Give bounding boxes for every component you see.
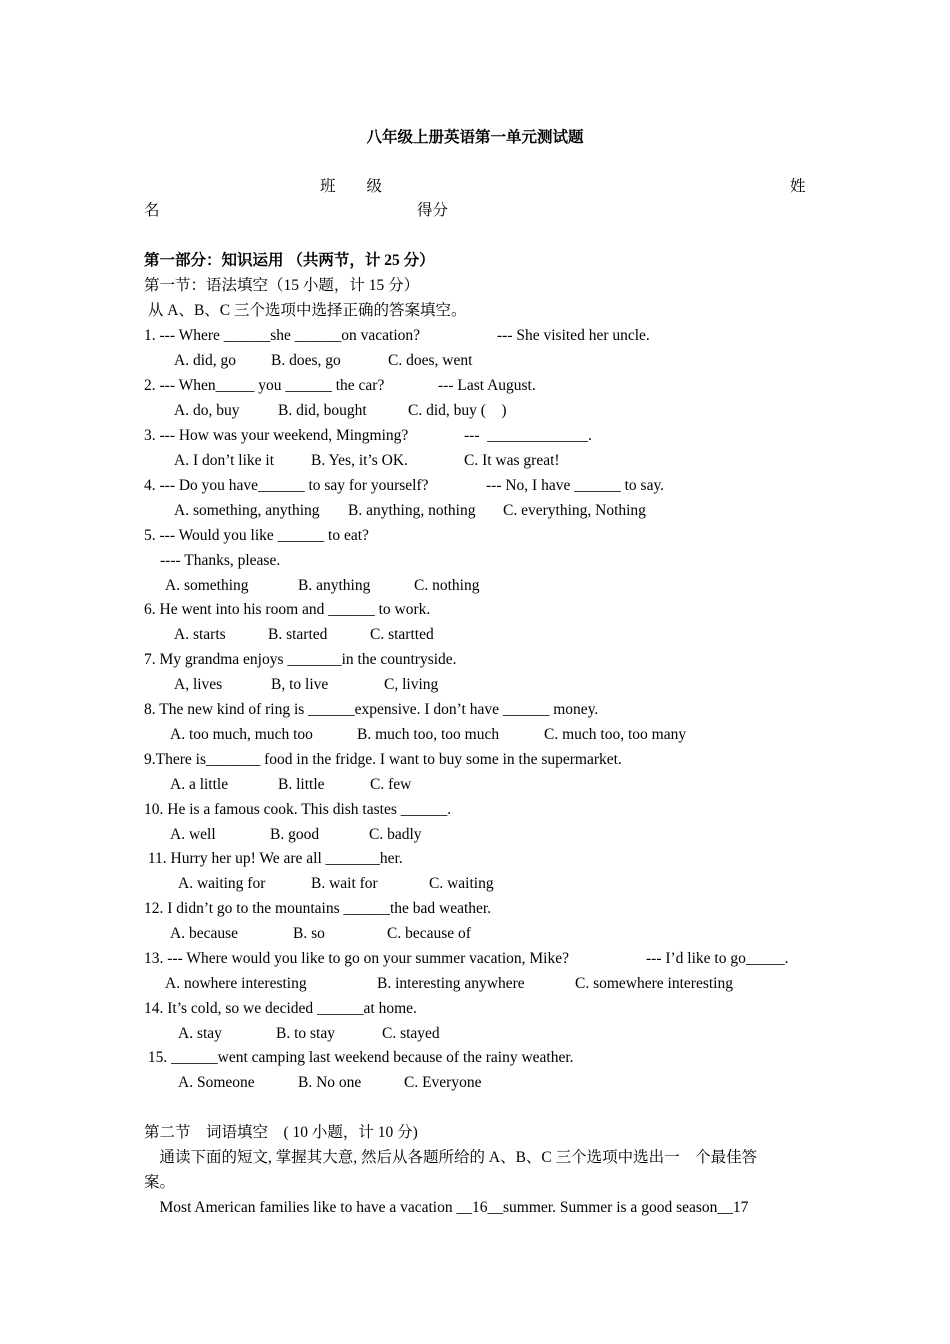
question-11: 11. Hurry her up! We are all _______her.	[144, 850, 403, 867]
question-6: 6. He went into his room and ______ to work.	[144, 601, 431, 618]
q8-option-c: C. much too, too many	[544, 726, 687, 743]
q12-option-b: B. so	[293, 925, 325, 942]
q2-option-a: A. do, buy	[174, 402, 240, 419]
q9-option-a: A. a little	[170, 776, 229, 793]
question-12: 12. I didn’t go to the mountains ______the bad weather.	[144, 900, 492, 917]
section1-heading: 第一节：语法填空（15 小题，计 15 分）	[144, 277, 420, 294]
q8-option-a: A. too much, much too	[170, 726, 313, 743]
part1-heading: 第一部分：知识运用 （共两节，计 25 分）	[144, 252, 435, 269]
q3-option-c: C. It was great!	[464, 452, 560, 469]
q7-option-b: B, to live	[271, 676, 329, 693]
question-2: 2. --- When_____ you ______ the car?	[144, 377, 385, 394]
q12-option-a: A. because	[170, 925, 238, 942]
section2-instruction-line2: 案。	[144, 1174, 176, 1191]
q12-option-c: C. because of	[387, 925, 471, 942]
q4-option-c: C. everything, Nothing	[503, 502, 646, 519]
q3-option-b: B. Yes, it’s OK.	[311, 452, 408, 469]
q9-option-b: B. little	[278, 776, 325, 793]
q1-option-b: B. does, go	[271, 352, 341, 369]
q4-option-a: A. something, anything	[174, 502, 320, 519]
q11-option-a: A. waiting for	[178, 875, 266, 892]
q2-option-c: C. did, buy ( )	[408, 402, 507, 419]
question-5-reply: ---- Thanks, please.	[160, 552, 281, 569]
q1-option-c: C. does, went	[388, 352, 473, 369]
score-label: 得分	[417, 202, 449, 219]
page-title: 八年级上册英语第一单元测试题	[366, 129, 584, 146]
q13-option-b: B. interesting anywhere	[377, 975, 525, 992]
name-label-part1: 姓	[790, 178, 806, 195]
q13-option-c: C. somewhere interesting	[575, 975, 733, 992]
question-1: 1. --- Where ______she ______on vacation?	[144, 327, 421, 344]
question-15: 15. ______went camping last weekend because of the rainy weather.	[144, 1049, 574, 1066]
question-13: 13. --- Where would you like to go on your summer vacation, Mike?	[144, 950, 570, 967]
q11-option-c: C. waiting	[429, 875, 494, 892]
q15-option-a: A. Someone	[178, 1074, 255, 1091]
q8-option-b: B. much too, too much	[357, 726, 500, 743]
q6-option-a: A. starts	[174, 626, 226, 643]
name-label-part2: 名	[144, 202, 160, 219]
question-10: 10. He is a famous cook. This dish tastes ______.	[144, 801, 452, 818]
q4-option-b: B. anything, nothing	[348, 502, 476, 519]
section1-instruction: 从 A、B、C 三个选项中选择正确的答案填空。	[144, 302, 467, 319]
q14-option-a: A. stay	[178, 1025, 222, 1042]
question-8: 8. The new kind of ring is ______expensive. I don’t have ______ money.	[144, 701, 599, 718]
q7-option-a: A, lives	[174, 676, 223, 693]
q10-option-c: C. badly	[369, 826, 422, 843]
question-7: 7. My grandma enjoys _______in the countryside.	[144, 651, 457, 668]
question-4: 4. --- Do you have______ to say for yourself?	[144, 477, 429, 494]
question-3-answer: --- _____________.	[464, 427, 592, 444]
q7-option-c: C, living	[384, 676, 439, 693]
q11-option-b: B. wait for	[311, 875, 378, 892]
question-5: 5. --- Would you like ______ to eat?	[144, 527, 369, 544]
q5-option-c: C. nothing	[414, 577, 480, 594]
q14-option-b: B. to stay	[276, 1025, 335, 1042]
class-label: 班 级	[320, 178, 383, 195]
question-2-answer: --- Last August.	[438, 377, 536, 394]
q2-option-b: B. did, bought	[278, 402, 367, 419]
q13-option-a: A. nowhere interesting	[165, 975, 307, 992]
question-3: 3. --- How was your weekend, Mingming?	[144, 427, 409, 444]
q15-option-b: B. No one	[298, 1074, 362, 1091]
section2-instruction-line1: 通读下面的短文, 掌握其大意, 然后从各题所给的 A、B、C 三个选项中选出一 个最佳答	[144, 1149, 758, 1166]
q5-option-b: B. anything	[298, 577, 371, 594]
section2-heading: 第二节 词语填空 ( 10 小题，计 10 分)	[144, 1124, 418, 1141]
q3-option-a: A. I don’t like it	[174, 452, 275, 469]
q10-option-a: A. well	[170, 826, 216, 843]
question-1-answer: --- She visited her uncle.	[497, 327, 650, 344]
q6-option-c: C. startted	[370, 626, 434, 643]
q1-option-a: A. did, go	[174, 352, 236, 369]
question-9: 9.There is_______ food in the fridge. I want to buy some in the supermarket.	[144, 751, 622, 768]
question-14: 14. It’s cold, so we decided ______at home.	[144, 1000, 417, 1017]
q6-option-b: B. started	[268, 626, 328, 643]
q10-option-b: B. good	[270, 826, 320, 843]
q5-option-a: A. something	[165, 577, 249, 594]
q15-option-c: C. Everyone	[404, 1074, 482, 1091]
question-13-answer: --- I’d like to go_____.	[646, 950, 789, 967]
q14-option-c: C. stayed	[382, 1025, 440, 1042]
passage-line1: Most American families like to have a vacation __16__summer. Summer is a good season__17	[144, 1199, 749, 1216]
question-4-answer: --- No, I have ______ to say.	[486, 477, 665, 494]
q9-option-c: C. few	[370, 776, 412, 793]
